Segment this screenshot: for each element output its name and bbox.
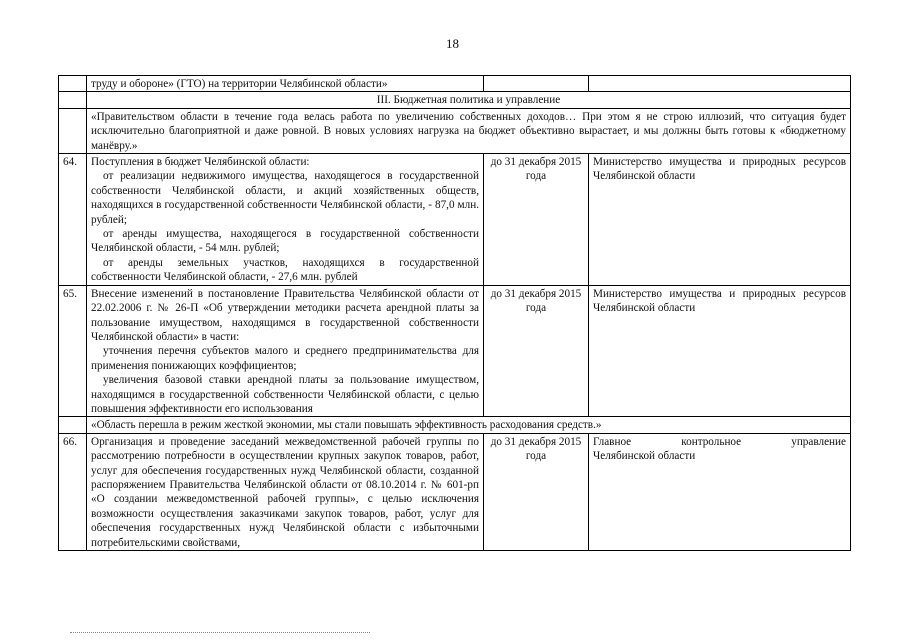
row-number-cell bbox=[59, 92, 87, 108]
row-text: труду и обороне» (ГТО) на территории Челябинской области» bbox=[87, 76, 484, 92]
row-deadline: до 31 декабря 2015 года bbox=[484, 154, 589, 286]
quote-row bbox=[59, 417, 851, 433]
quote-row bbox=[59, 108, 851, 153]
row-deadline bbox=[484, 76, 589, 92]
row-number: 65. bbox=[59, 285, 87, 417]
table-row-continuation bbox=[59, 76, 851, 92]
row-item: от аренды земельных участков, находящихся в государственной собственности Челябинской области, - 27,6 млн. рублей bbox=[91, 256, 479, 284]
row-title: Поступления в бюджет Челябинской области: bbox=[91, 156, 310, 169]
section-header-row bbox=[59, 92, 851, 108]
row-responsible bbox=[589, 76, 851, 92]
row-number-cell bbox=[59, 417, 87, 433]
row-number: 64. bbox=[59, 154, 87, 286]
row-responsible bbox=[589, 433, 851, 550]
row-text bbox=[87, 154, 484, 286]
row-deadline: до 31 декабря 2015 года bbox=[484, 285, 589, 417]
section-title: III. Бюджетная политика и управление bbox=[87, 92, 851, 108]
responsible-line: Главное контрольное управление bbox=[593, 435, 846, 448]
plan-table bbox=[58, 75, 851, 551]
row-responsible: Министерство имущества и природных ресурсов Челябинской области bbox=[589, 285, 851, 417]
row-responsible: Министерство имущества и природных ресурсов Челябинской области bbox=[589, 154, 851, 286]
row-deadline: до 31 декабря 2015 года bbox=[484, 433, 589, 550]
row-item: от аренды имущества, находящегося в государственной собственности Челябинской области, - 54 млн. рублей; bbox=[91, 228, 479, 255]
row-number-cell bbox=[59, 108, 87, 153]
row-item: уточнения перечня субъектов малого и среднего предпринимательства для применения понижающих коэффициентов; bbox=[91, 345, 479, 372]
table-row-66 bbox=[59, 433, 851, 550]
table-row-65 bbox=[59, 285, 851, 417]
page-number: 18 bbox=[446, 36, 459, 51]
governor-quote: «Правительством области в течение года велась работа по увеличению собственных доходов… При этом я не строю иллюзий, что ситуация будет исключительно благоприятной и даже ровной. В новых условиях нагрузка на бюджет объективно вырастает, и мы должны быть готовы к «бюджетному манёвру.» bbox=[87, 108, 851, 153]
governor-quote: «Область перешла в режим жесткой экономии, мы стали повышать эффективность расходования средств.» bbox=[87, 417, 851, 433]
row-title: Внесение изменений в постановление Правительства Челябинской области от 22.02.2006 г. № 26-П «Об утверждении методики расчета арендной платы за пользование имуществом, находящимся в государственной собственности Челябинской области» в части: bbox=[91, 287, 479, 343]
row-text bbox=[87, 285, 484, 417]
responsible-line: Челябинской области bbox=[593, 450, 696, 463]
table-row-64 bbox=[59, 154, 851, 286]
row-item: от реализации недвижимого имущества, находящегося в государственной собственности Челябинской области, и акций хозяйственных обществ, находящихся в государственной собственности Челябинской области, - 87,0 млн. рублей; bbox=[91, 170, 479, 226]
row-number: 66. bbox=[59, 433, 87, 550]
row-text: Организация и проведение заседаний межведомственной рабочей группы по рассмотрению потребности в осуществлении крупных закупок товаров, работ, услуг для обеспечения государственных нужд Челябинской области, созданной распоряжением Правительства Челябинской области от 08.10.2014 г. № 601-рп «О создании межведомственной рабочей группы», с целью исключения возможности осуществления заказчиками закупок товаров, работ, услуг для обеспечения государственных нужд Челябинской области с избыточными потребительскими свойствами, bbox=[87, 433, 484, 550]
row-number-cell bbox=[59, 76, 87, 92]
row-item: увеличения базовой ставки арендной платы за пользование имуществом, находящимся в государственной собственности Челябинской области, с целью повышения эффективности его использования bbox=[91, 374, 479, 415]
scan-artifact-line bbox=[70, 632, 370, 634]
